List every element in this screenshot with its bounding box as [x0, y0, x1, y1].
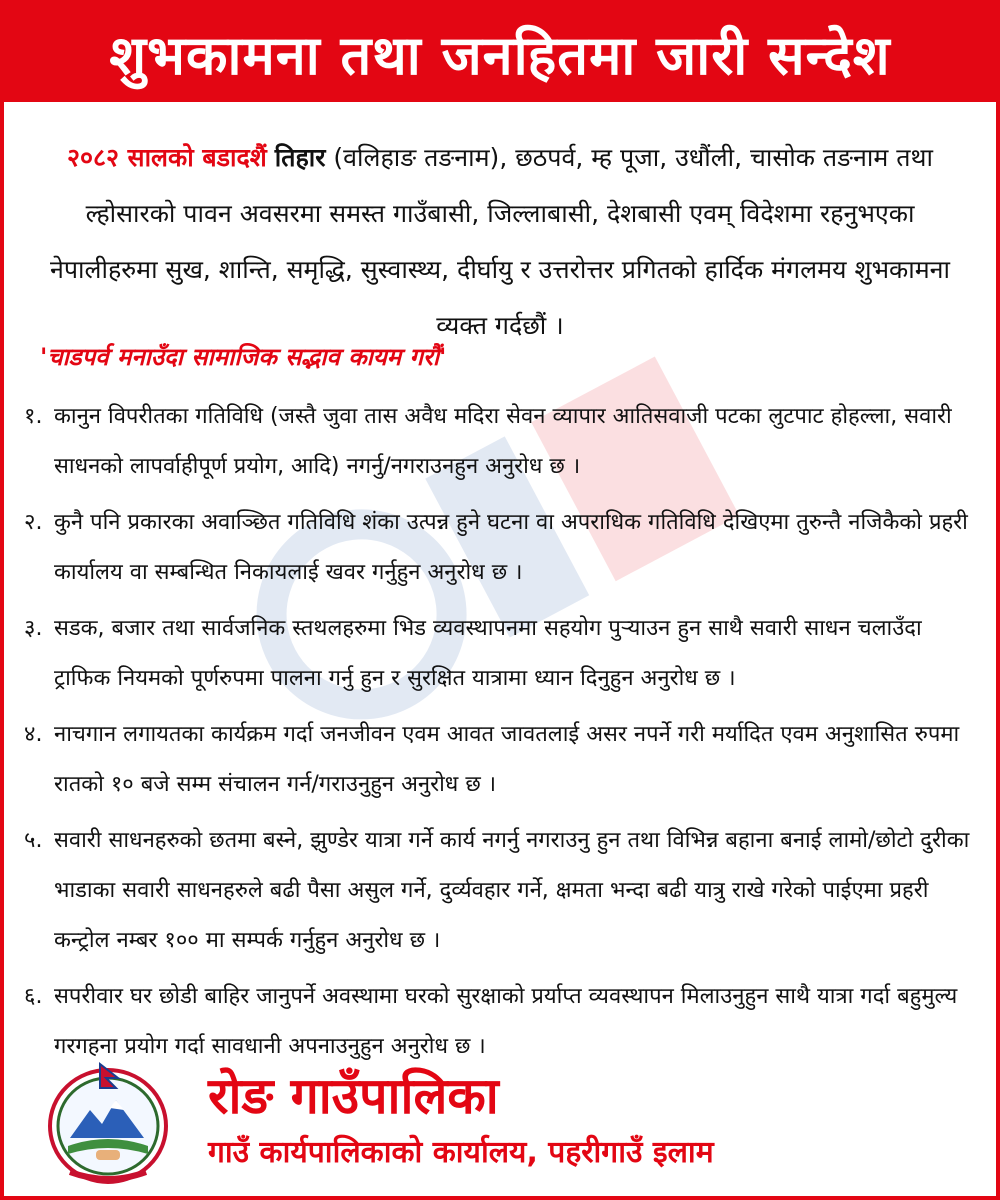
- item-text: सवारी साधनहरुको छतमा बस्ने, झुण्डेर यात्रा गर्ने कार्य नगर्नु नगराउनु हुन तथा विभिन्न बहाना बनाई लामो/छोटो दुरीका भाडाका सवारी साधनहरुले बढी पैसा असुल गर्ने, दुर्व्यवहार गर्ने, क्षमता भन्दा बढी यात्रु राखे गरेको पाईएमा प्रहरी कन्ट्रोल नम्बर १०० मा सम्पर्क गर्नुहुन अनुरोध छ ।: [54, 828, 970, 953]
- item-text: सपरीवार घर छोडी बाहिर जानुपर्ने अवस्थामा घरको सुरक्षाको प्रर्याप्त व्यवस्थापन मिलाउनुहुन साथै यात्रा गर्दा बहुमुल्य गरगहना प्रयोग गर्दा सावधानी अपनाउनुहुन अनुरोध छ ।: [54, 984, 958, 1059]
- list-item: [24, 816, 974, 966]
- item-text: कानुन विपरीतका गतिविधि (जस्तै जुवा तास अवैध मदिरा सेवन व्यापार आतिसवाजी पटका लुटपाट होहल्ला, सवारी साधनको लापर्वाहीपूर्ण प्रयोग, आदि) नगर्नु/नगराउनहुन अनुरोध छ ।: [54, 404, 952, 479]
- item-number: ३.: [24, 616, 43, 641]
- item-number: ४.: [24, 722, 43, 747]
- advisory-list: [24, 392, 974, 1078]
- item-number: ६.: [24, 984, 43, 1009]
- office-address: गाउँ कार्यपालिकाको कार्यालय, पहरीगाउँ इलाम: [208, 1135, 714, 1170]
- slogan: 'चाडपर्व मनाउँदा सामाजिक सद्भाव कायम गरौं': [40, 343, 447, 371]
- list-item: [24, 498, 974, 598]
- intro-festival: तिहार: [274, 143, 326, 172]
- item-text: सडक, बजार तथा सार्वजनिक स्तथलहरुमा भिड व्यवस्थापनमा सहयोग पुऱ्याउन हुन साथै सवारी साधन चलाउँदा ट्राफिक नियमको पूर्णरुपमा पालना गर्नु हुन र सुरक्षित यात्रामा ध्यान दिनुहुन अनुरोध छ ।: [54, 616, 922, 691]
- intro-highlight: २०८२ सालको बडादशैं: [66, 143, 267, 172]
- item-text: कुनै पनि प्रकारका अवाञ्छित गतिविधि शंका उत्पन्न हुने घटना वा अपराधिक गतिविधि देखिएमा तुरुन्तै नजिकैको प्रहरी कार्यालय वा सम्बन्धित निकायलाई खवर गर्नुहुन अनुरोध छ ।: [54, 510, 968, 585]
- organization-name: रोङ गाउँपालिका: [208, 1067, 499, 1125]
- list-item: [24, 392, 974, 492]
- footer: [28, 1052, 972, 1192]
- item-number: २.: [24, 510, 43, 535]
- intro-text: (वलिहाङ तङनाम), छठपर्व, म्ह पूजा, उधौंली, चासोक तङनाम तथा ल्होसारको पावन अवसरमा समस्त गाउँबासी, जिल्लाबासी, देशबासी एवम् विदेशमा रहनुभएका नेपालीहरुमा सुख, शान्ति, समृद्धि, सुस्वास्थ्य, दीर्घायु र उत्तरोत्तर प्रगितको हार्दिक मंगलमय शुभकामना व्यक्त गर्दछौं ।: [49, 143, 951, 340]
- item-number: १.: [24, 404, 43, 429]
- item-number: ५.: [24, 828, 43, 853]
- list-item: [24, 604, 974, 704]
- item-text: नाचगान लगायतका कार्यक्रम गर्दा जनजीवन एवम आवत जावतलाई असर नपर्ने गरी मर्यादित एवम अनुशासित रुपमा रातको १० बजे सम्म संचालन गर्न/गराउनुहुन अनुरोध छ ।: [54, 722, 960, 797]
- page-title: शुभकामना तथा जनहितमा जारी सन्देश: [4, 4, 996, 102]
- list-item: [24, 710, 974, 810]
- nepal-emblem-icon: [40, 1054, 176, 1190]
- intro-message: [28, 130, 972, 354]
